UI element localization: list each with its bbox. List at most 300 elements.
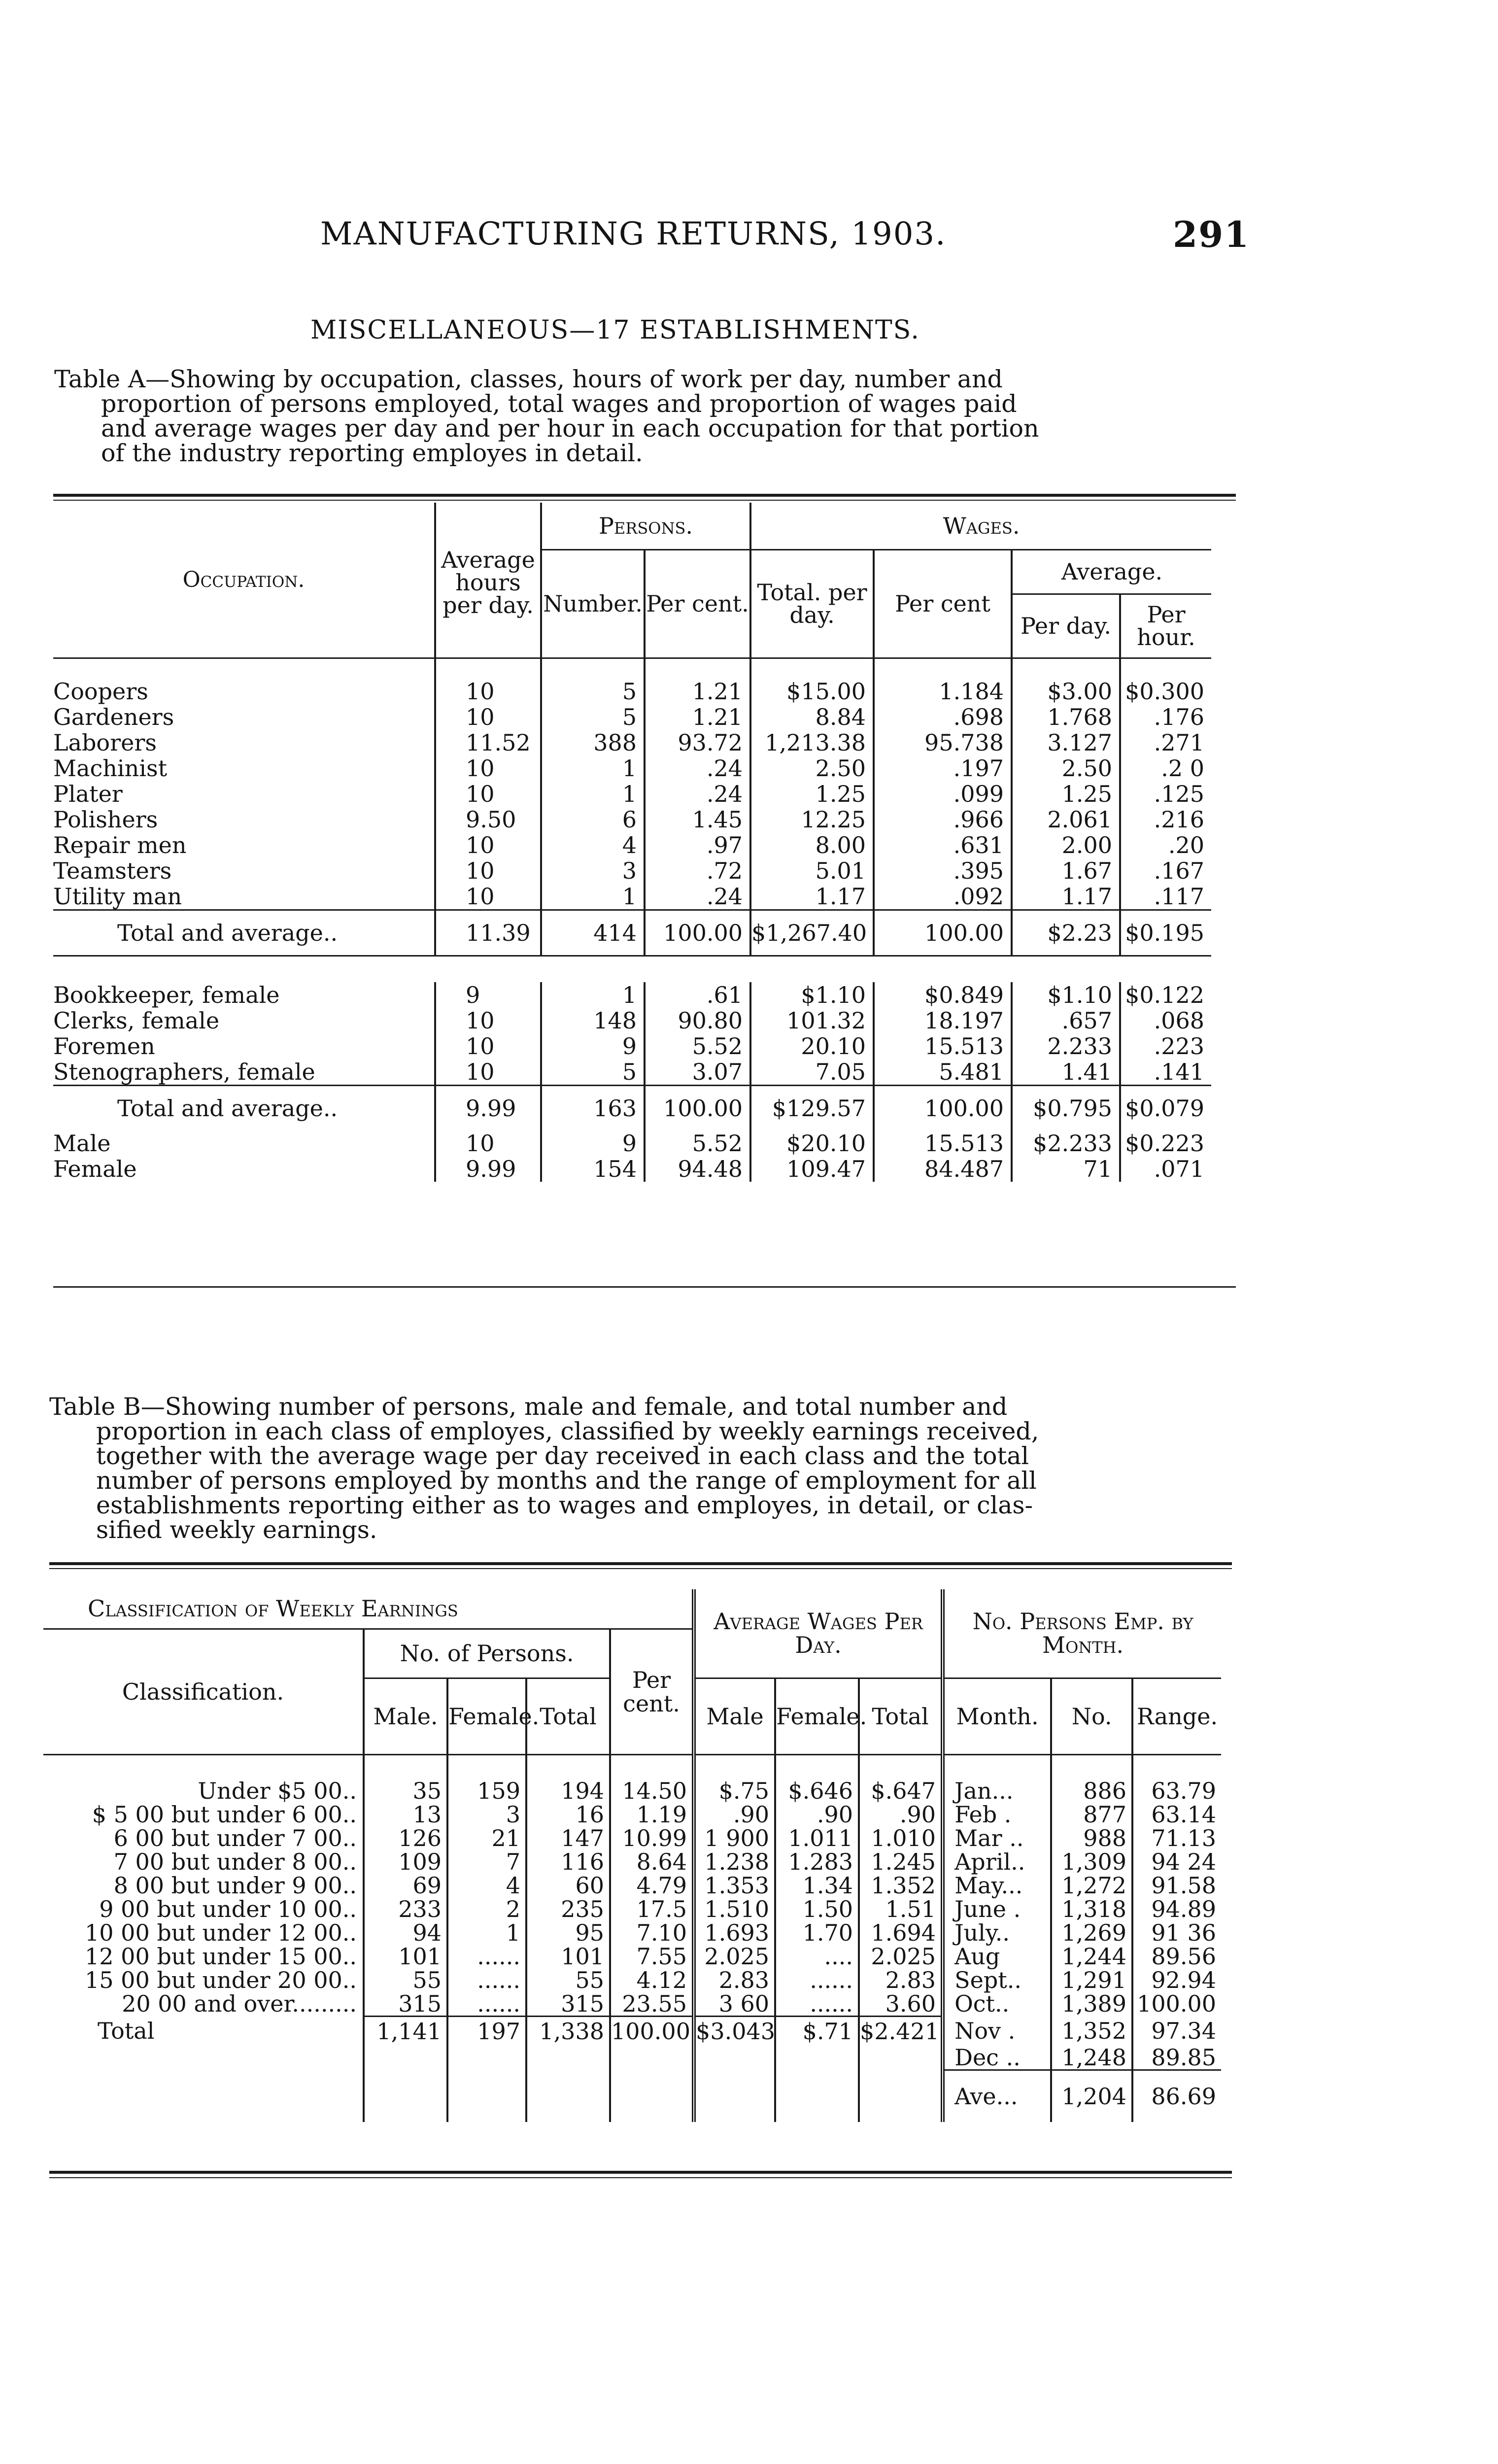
cell-pct: 10.99 xyxy=(610,1826,694,1850)
cell-aw-male: 3 60 xyxy=(694,1992,775,2017)
cell-per-day: $2.233 xyxy=(1012,1130,1120,1156)
cell-wpct: 84.487 xyxy=(874,1156,1012,1182)
table-row xyxy=(53,1033,1211,1059)
header-total-per-day: Total. per day. xyxy=(750,549,874,658)
cell-female: ...... xyxy=(447,1945,526,1968)
cell-number: 9 xyxy=(541,1033,645,1059)
table-row xyxy=(43,1779,1221,1803)
table-row xyxy=(53,858,1211,884)
cell-per-hour: .125 xyxy=(1120,781,1211,807)
cell-no: 886 xyxy=(1051,1779,1132,1803)
header-persons: Persons. xyxy=(541,503,750,549)
cell-total: $20.10 xyxy=(750,1130,874,1156)
cell-occ: Stenographers, female xyxy=(53,1058,315,1085)
cell-hours: 10 xyxy=(435,858,541,884)
header-month: Month. xyxy=(943,1678,1051,1754)
header-number: Number. xyxy=(541,549,645,658)
table-row xyxy=(53,1130,1211,1156)
cell-cls: $ 5 00 but under 6 00.. xyxy=(92,1801,357,1828)
cell-range: 91 36 xyxy=(1132,1921,1221,1945)
cell-aw-female: 1.50 xyxy=(775,1897,859,1921)
cell-range: 92.94 xyxy=(1132,1968,1221,1992)
cell-hours: 10 xyxy=(435,781,541,807)
cell-cls: 12 00 but under 15 00.. xyxy=(85,1943,357,1970)
cell-aw-male: 2.83 xyxy=(694,1968,775,1992)
table-row xyxy=(43,1826,1221,1850)
cell-wpct: .395 xyxy=(874,858,1012,884)
cell-aw-total: 1.245 xyxy=(859,1850,943,1874)
cell-month: Aug xyxy=(943,1945,1051,1968)
table-row xyxy=(53,1008,1211,1033)
cell-total: 315 xyxy=(526,1992,610,2017)
cell-male: 94 xyxy=(364,1921,447,1945)
cell-total: 8.84 xyxy=(750,704,874,730)
cell-total: 60 xyxy=(526,1874,610,1897)
header-per-cent: Per cent. xyxy=(610,1629,694,1754)
cell-occ: Foremen xyxy=(53,1032,155,1060)
cell-male: 35 xyxy=(364,1779,447,1803)
cell-per-hour: .167 xyxy=(1120,858,1211,884)
cell-total: 116 xyxy=(526,1850,610,1874)
cell-cls: 9 00 but under 10 00.. xyxy=(99,1895,357,1922)
cell-pct: 3.07 xyxy=(645,1059,750,1086)
cell-range: 71.13 xyxy=(1132,1826,1221,1850)
cell-pct: .24 xyxy=(645,755,750,781)
cell-total: 1.17 xyxy=(750,884,874,910)
cell-per-hour: .223 xyxy=(1120,1033,1211,1059)
cell-total: 1,213.38 xyxy=(750,730,874,755)
table-row xyxy=(53,807,1211,832)
table-row xyxy=(43,1992,1221,2017)
cell-pct: 14.50 xyxy=(610,1779,694,1803)
cell-per-hour: $0.300 xyxy=(1120,679,1211,704)
table-b-top-rule xyxy=(49,1562,1232,1565)
table-row xyxy=(53,755,1211,781)
cell-pct: 93.72 xyxy=(645,730,750,755)
cell-pct: 8.64 xyxy=(610,1850,694,1874)
cell-occ: Gardeners xyxy=(53,703,174,730)
cell-wpct: 5.481 xyxy=(874,1059,1012,1086)
cell-pct: .72 xyxy=(645,858,750,884)
cell-aw-female: 1.70 xyxy=(775,1921,859,1945)
cell-per-hour: .176 xyxy=(1120,704,1211,730)
table-row xyxy=(53,781,1211,807)
cell-range: 100.00 xyxy=(1132,1992,1221,2017)
cell-range: 89.56 xyxy=(1132,1945,1221,1968)
cell-male: 55 xyxy=(364,1968,447,1992)
cell-per-day: 1.17 xyxy=(1012,884,1120,910)
cell-aw-female: .90 xyxy=(775,1803,859,1826)
cell-hours: 10 xyxy=(435,679,541,704)
header-per-day: Per day. xyxy=(1012,594,1120,658)
cell-aw-total: 2.025 xyxy=(859,1945,943,1968)
cell-aw-female: ...... xyxy=(775,1968,859,1992)
cell-hours: 10 xyxy=(435,832,541,858)
cell-per-day: $3.00 xyxy=(1012,679,1120,704)
cell-hours: 10 xyxy=(435,1059,541,1086)
cell-total: 194 xyxy=(526,1779,610,1803)
cell-per-hour: $0.223 xyxy=(1120,1130,1211,1156)
cell-number: 1 xyxy=(541,884,645,910)
header-wages-percent: Per cent xyxy=(874,549,1012,658)
cell-aw-female: .... xyxy=(775,1945,859,1968)
cell-no: 877 xyxy=(1051,1803,1132,1826)
cell-hours: 10 xyxy=(435,755,541,781)
cell-number: 5 xyxy=(541,679,645,704)
cell-wpct: 95.738 xyxy=(874,730,1012,755)
cell-male: 69 xyxy=(364,1874,447,1897)
cell-pct: 90.80 xyxy=(645,1008,750,1033)
cell-occ: Coopers xyxy=(53,678,148,705)
header-aw-female: Female. xyxy=(775,1678,859,1754)
cell-aw-total: 1.51 xyxy=(859,1897,943,1921)
cell-no: 1,318 xyxy=(1051,1897,1132,1921)
cell-pct: 1.21 xyxy=(645,679,750,704)
cell-hours: 9.99 xyxy=(435,1156,541,1182)
cell-pct: .61 xyxy=(645,982,750,1008)
cell-occ: Plater xyxy=(53,780,123,807)
header-female: Female. xyxy=(447,1678,526,1754)
cell-pct: 4.79 xyxy=(610,1874,694,1897)
cell-cls: 15 00 but under 20 00.. xyxy=(85,1966,357,1993)
cell-total: 55 xyxy=(526,1968,610,1992)
header-no-of-persons: No. of Persons. xyxy=(364,1629,610,1678)
cell-female: 2 xyxy=(447,1897,526,1921)
section-title: MISCELLANEOUS—17 ESTABLISHMENTS. xyxy=(310,315,920,345)
cell-wpct: .966 xyxy=(874,807,1012,832)
cell-per-hour: .071 xyxy=(1120,1156,1211,1182)
cell-female: 3 xyxy=(447,1803,526,1826)
cell-aw-male: $.75 xyxy=(694,1779,775,1803)
cell-occ: Utility man xyxy=(53,883,182,910)
cell-cls: 7 00 but under 8 00.. xyxy=(113,1848,357,1875)
cell-male: 315 xyxy=(364,1992,447,2017)
cell-per-hour: .117 xyxy=(1120,884,1211,910)
table-row xyxy=(43,1874,1221,1897)
cell-female: ...... xyxy=(447,1992,526,2017)
cell-number: 4 xyxy=(541,832,645,858)
table-a-group-1 xyxy=(53,679,1211,910)
cell-no: 988 xyxy=(1051,1826,1132,1850)
table-b-top-rule-thin xyxy=(49,1568,1232,1569)
cell-month: Sept.. xyxy=(943,1968,1051,1992)
cell-total: 8.00 xyxy=(750,832,874,858)
cell-aw-total: .90 xyxy=(859,1803,943,1826)
cell-hours: 9 xyxy=(435,982,541,1008)
cell-range: 94 24 xyxy=(1132,1850,1221,1874)
cell-aw-total: 1.352 xyxy=(859,1874,943,1897)
cell-cls: 8 00 but under 9 00.. xyxy=(113,1872,357,1899)
cell-pct: 17.5 xyxy=(610,1897,694,1921)
table-b-bottom-rule xyxy=(49,2171,1232,2174)
cell-pct: 4.12 xyxy=(610,1968,694,1992)
cell-wpct: .092 xyxy=(874,884,1012,910)
table-b-average-row: Ave... 1,204 86.69 xyxy=(43,2070,1221,2122)
cell-month: Jan... xyxy=(943,1779,1051,1803)
cell-female: 159 xyxy=(447,1779,526,1803)
cell-per-day: 2.233 xyxy=(1012,1033,1120,1059)
cell-total: $15.00 xyxy=(750,679,874,704)
header-range: Range. xyxy=(1132,1678,1221,1754)
cell-occ: Repair men xyxy=(53,831,187,858)
cell-female: 7 xyxy=(447,1850,526,1874)
cell-occ: Machinist xyxy=(53,754,168,782)
cell-no: 1,244 xyxy=(1051,1945,1132,1968)
cell-per-day: 1.41 xyxy=(1012,1059,1120,1086)
cell-per-day: 1.25 xyxy=(1012,781,1120,807)
cell-aw-total: 1.694 xyxy=(859,1921,943,1945)
cell-wpct: .197 xyxy=(874,755,1012,781)
cell-pct: .24 xyxy=(645,884,750,910)
table-b: Classification of Weekly Earnings Average Wages Per Day. No. Persons Emp. by Month. Classification. No. of Persons. Per cent. Male. Female. Total Male Female. Total Month. No. Range. Under $5 00.. 35 159 194 14.50 $.75 $.646 $.647 Jan... 886 63.79 $ 5 00 but under 6 00.. 13 3 16 1.19 .90 .90 .90 Feb . 877 63.14 6 00 but under 7 00.. 126 21 147 10.99 1 900 1.011 1.010 Mar .. 988 71.13 7 00 but under 8 00.. 109 7 116 8.64 1.238 1.283 1.245 April.. 1,309 94 24 8 00 but under 9 00.. 69 4 60 4.79 1.353 1.34 1.352 May... 1,272 91.58 9 00 but under 10 00.. 233 2 235 17.5 1.510 1.50 1.51 June . 1,318 94.89 10 00 but under 12 00.. 94 1 95 7.10 1.693 1.70 1.694 July.. 1,269 91 36 12 00 but under 15 00.. 101 ...... 101 7.55 2.025 .... 2.025 Aug 1,244 89.56 15 00 but under 20 00.. 55 ...... 55 4.12 2.83 ...... 2.83 Sept.. 1,291 92.94 20 00 and over......... 315 ...... 315 23.55 3 60 ...... 3.60 Oct.. 1,389 100.00 Total 1,141 197 1,338 100.00 $3.043 $.71 $2.421 Nov . 1,352 97.34 Dec .. 1,248 89.85 Ave... 1,204 86.69 xyxy=(43,1589,1221,2122)
table-b-caption: Table B—Showing number of persons, male and female, and total number and proportion in each class of employes, classified by weekly earnings received, together with the average wage per day received in each class and the total number of persons employed by months and the range of employment for all establishments reporting either as to wages and employes, in detail, or clas- sified weekly earnings. xyxy=(49,1393,1039,1544)
cell-month: June . xyxy=(943,1897,1051,1921)
cell-aw-male: 1 900 xyxy=(694,1826,775,1850)
cell-aw-total: 3.60 xyxy=(859,1992,943,2017)
cell-hours: 10 xyxy=(435,884,541,910)
header-persons-percent: Per cent. xyxy=(645,549,750,658)
table-a-bottom-rule xyxy=(53,1286,1236,1288)
table-row xyxy=(43,1850,1221,1874)
cell-no: 1,291 xyxy=(1051,1968,1132,1992)
cell-pct: 1.21 xyxy=(645,704,750,730)
total-label: Total xyxy=(98,2018,155,2044)
cell-aw-female: ...... xyxy=(775,1992,859,2017)
cell-number: 9 xyxy=(541,1130,645,1156)
page-title: MANUFACTURING RETURNS, 1903. xyxy=(320,216,947,252)
cell-per-day: 2.00 xyxy=(1012,832,1120,858)
cell-per-hour: .068 xyxy=(1120,1008,1211,1033)
cell-per-day: 1.67 xyxy=(1012,858,1120,884)
cell-aw-female: 1.011 xyxy=(775,1826,859,1850)
table-row xyxy=(53,1059,1211,1086)
header-persons-by-month: No. Persons Emp. by Month. xyxy=(943,1589,1221,1678)
cell-occ: Bookkeeper, female xyxy=(53,981,280,1008)
cell-occ: Clerks, female xyxy=(53,1007,220,1034)
cell-aw-male: 1.238 xyxy=(694,1850,775,1874)
cell-per-hour: .141 xyxy=(1120,1059,1211,1086)
cell-cls: 6 00 but under 7 00.. xyxy=(113,1824,357,1851)
cell-male: 13 xyxy=(364,1803,447,1826)
header-wages: Wages. xyxy=(750,503,1211,549)
cell-aw-male: .90 xyxy=(694,1803,775,1826)
cell-range: 91.58 xyxy=(1132,1874,1221,1897)
cell-per-day: 1.768 xyxy=(1012,704,1120,730)
cell-month: Feb . xyxy=(943,1803,1051,1826)
cell-aw-female: 1.283 xyxy=(775,1850,859,1874)
header-occupation: Occupation. xyxy=(53,503,435,658)
header-classification: Classification. xyxy=(43,1629,364,1754)
table-row xyxy=(53,1156,1211,1182)
cell-range: 63.79 xyxy=(1132,1779,1221,1803)
cell-female: 21 xyxy=(447,1826,526,1850)
cell-per-hour: .20 xyxy=(1120,832,1211,858)
cell-wpct: 15.513 xyxy=(874,1130,1012,1156)
cell-hours: 11.52 xyxy=(435,730,541,755)
cell-total: 1.25 xyxy=(750,781,874,807)
table-row xyxy=(53,982,1211,1008)
cell-occ: Male xyxy=(53,1129,111,1157)
table-row xyxy=(53,730,1211,755)
table-b-rows xyxy=(43,1779,1221,2017)
cell-wpct: 18.197 xyxy=(874,1008,1012,1033)
cell-number: 1 xyxy=(541,982,645,1008)
cell-aw-total: 1.010 xyxy=(859,1826,943,1850)
cell-occ: Laborers xyxy=(53,729,157,756)
cell-pct: 94.48 xyxy=(645,1156,750,1182)
cell-wpct: .099 xyxy=(874,781,1012,807)
cell-per-day: 2.50 xyxy=(1012,755,1120,781)
cell-pct: .24 xyxy=(645,781,750,807)
cell-aw-female: 1.34 xyxy=(775,1874,859,1897)
cell-female: ...... xyxy=(447,1968,526,1992)
cell-number: 3 xyxy=(541,858,645,884)
cell-pct: 7.55 xyxy=(610,1945,694,1968)
cell-total: 101.32 xyxy=(750,1008,874,1033)
total-label: Total and average.. xyxy=(53,1085,435,1130)
table-row xyxy=(53,679,1211,704)
cell-per-day: 71 xyxy=(1012,1156,1120,1182)
cell-month: April.. xyxy=(943,1850,1051,1874)
page-number: 291 xyxy=(1173,213,1250,255)
cell-aw-male: 1.693 xyxy=(694,1921,775,1945)
cell-total: 5.01 xyxy=(750,858,874,884)
cell-hours: 10 xyxy=(435,1130,541,1156)
header-average: Average. xyxy=(1012,549,1211,594)
cell-female: 1 xyxy=(447,1921,526,1945)
cell-wpct: .698 xyxy=(874,704,1012,730)
cell-range: 94.89 xyxy=(1132,1897,1221,1921)
cell-per-day: .657 xyxy=(1012,1008,1120,1033)
cell-aw-female: $.646 xyxy=(775,1779,859,1803)
cell-male: 126 xyxy=(364,1826,447,1850)
header-male: Male. xyxy=(364,1678,447,1754)
cell-per-hour: .2 0 xyxy=(1120,755,1211,781)
cell-cls: Under $5 00.. xyxy=(198,1777,357,1804)
table-row xyxy=(43,1945,1221,1968)
cell-aw-male: 1.353 xyxy=(694,1874,775,1897)
cell-wpct: $0.849 xyxy=(874,982,1012,1008)
cell-total: 7.05 xyxy=(750,1059,874,1086)
cell-occ: Female xyxy=(53,1155,137,1182)
cell-month: July.. xyxy=(943,1921,1051,1945)
cell-total: 147 xyxy=(526,1826,610,1850)
cell-total: 109.47 xyxy=(750,1156,874,1182)
cell-aw-male: 2.025 xyxy=(694,1945,775,1968)
cell-per-hour: $0.122 xyxy=(1120,982,1211,1008)
cell-occ: Polishers xyxy=(53,806,158,833)
cell-pct: 1.45 xyxy=(645,807,750,832)
table-row xyxy=(53,704,1211,730)
table-a-top-rule xyxy=(53,494,1236,497)
cell-pct: .97 xyxy=(645,832,750,858)
cell-total: 20.10 xyxy=(750,1033,874,1059)
table-a-total-1: Total and average.. 11.39 414 100.00 $1,267.40 100.00 $2.23 $0.195 xyxy=(53,910,1211,956)
table-row xyxy=(43,1803,1221,1826)
cell-total: 235 xyxy=(526,1897,610,1921)
table-a xyxy=(53,503,1211,1182)
cell-month: May... xyxy=(943,1874,1051,1897)
cell-male: 109 xyxy=(364,1850,447,1874)
cell-aw-total: 2.83 xyxy=(859,1968,943,1992)
header-total: Total xyxy=(526,1678,610,1754)
cell-hours: 10 xyxy=(435,1033,541,1059)
cell-hours: 10 xyxy=(435,704,541,730)
cell-no: 1,389 xyxy=(1051,1992,1132,2017)
cell-total: $1.10 xyxy=(750,982,874,1008)
cell-no: 1,309 xyxy=(1051,1850,1132,1874)
cell-total: 2.50 xyxy=(750,755,874,781)
cell-month: Mar .. xyxy=(943,1826,1051,1850)
table-row xyxy=(43,1921,1221,1945)
cell-number: 148 xyxy=(541,1008,645,1033)
cell-per-day: 3.127 xyxy=(1012,730,1120,755)
cell-pct: 5.52 xyxy=(645,1130,750,1156)
table-row xyxy=(43,1897,1221,1921)
cell-number: 388 xyxy=(541,730,645,755)
header-classification-weekly: Classification of Weekly Earnings xyxy=(43,1589,694,1629)
cell-total: 16 xyxy=(526,1803,610,1826)
cell-per-day: $1.10 xyxy=(1012,982,1120,1008)
cell-female: 4 xyxy=(447,1874,526,1897)
cell-number: 5 xyxy=(541,704,645,730)
table-b-bottom-rule-thin xyxy=(49,2177,1232,2178)
table-row xyxy=(53,832,1211,858)
header-average-wages: Average Wages Per Day. xyxy=(694,1589,943,1678)
cell-hours: 9.50 xyxy=(435,807,541,832)
cell-aw-total: $.647 xyxy=(859,1779,943,1803)
table-row xyxy=(43,1968,1221,1992)
cell-total: 95 xyxy=(526,1921,610,1945)
cell-wpct: .631 xyxy=(874,832,1012,858)
cell-per-hour: .216 xyxy=(1120,807,1211,832)
header-aw-male: Male xyxy=(694,1678,775,1754)
cell-number: 154 xyxy=(541,1156,645,1182)
cell-range: 63.14 xyxy=(1132,1803,1221,1826)
cell-wpct: 15.513 xyxy=(874,1033,1012,1059)
cell-month: Oct.. xyxy=(943,1992,1051,2017)
cell-pct: 23.55 xyxy=(610,1992,694,2017)
cell-occ: Teamsters xyxy=(53,857,172,884)
cell-no: 1,269 xyxy=(1051,1921,1132,1945)
cell-cls: 10 00 but under 12 00.. xyxy=(85,1919,357,1946)
table-b-total-row: Total 1,141 197 1,338 100.00 $3.043 $.71 $2.421 Nov . 1,352 97.34 xyxy=(43,2016,1221,2046)
header-hours: Average hours per day. xyxy=(435,503,541,658)
cell-no: 1,272 xyxy=(1051,1874,1132,1897)
cell-total: 101 xyxy=(526,1945,610,1968)
cell-male: 101 xyxy=(364,1945,447,1968)
table-a-total-2: Total and average.. 9.99 163 100.00 $129.57 100.00 $0.795 $0.079 xyxy=(53,1085,1211,1130)
cell-wpct: 1.184 xyxy=(874,679,1012,704)
table-a-group-2 xyxy=(53,982,1211,1086)
cell-per-hour: .271 xyxy=(1120,730,1211,755)
cell-pct: 5.52 xyxy=(645,1033,750,1059)
cell-number: 6 xyxy=(541,807,645,832)
cell-number: 5 xyxy=(541,1059,645,1086)
table-a-caption: Table A—Showing by occupation, classes, hours of work per day, number and proportion of persons employed, total wages and proportion of wages paid and average wages per day and per hour in each occupation for that portion of the industry reporting employes in detail. xyxy=(54,365,1039,467)
cell-aw-male: 1.510 xyxy=(694,1897,775,1921)
table-a-top-rule-thin xyxy=(53,500,1236,501)
cell-number: 1 xyxy=(541,755,645,781)
total-label: Total and average.. xyxy=(53,910,435,956)
cell-male: 233 xyxy=(364,1897,447,1921)
table-a-sex-rows xyxy=(53,1130,1211,1182)
cell-hours: 10 xyxy=(435,1008,541,1033)
cell-per-day: 2.061 xyxy=(1012,807,1120,832)
header-per-hour: Per hour. xyxy=(1120,594,1211,658)
table-row xyxy=(53,884,1211,910)
cell-cls: 20 00 and over......... xyxy=(122,1990,357,2018)
